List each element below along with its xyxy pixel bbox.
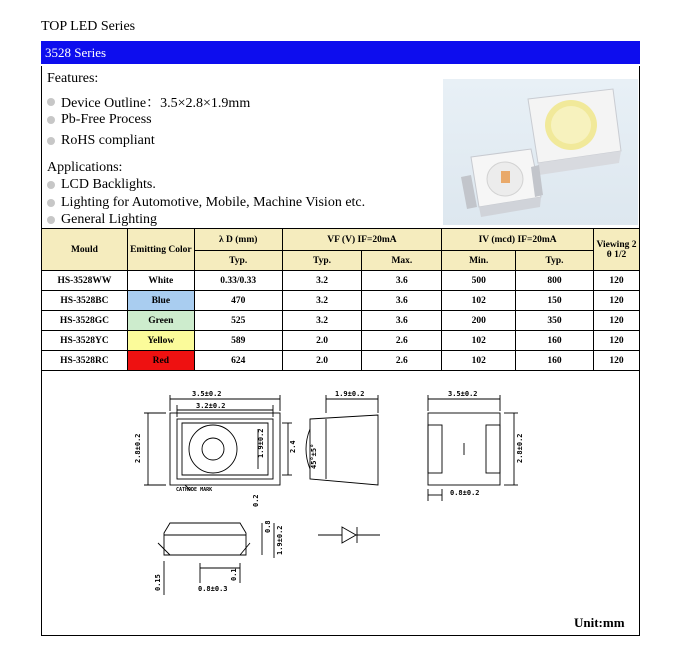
dimension-drawing [130, 383, 540, 598]
cell-iv-min: 500 [442, 271, 516, 291]
dim-label: 0.8 [264, 520, 272, 533]
application-item: Lighting for Automotive, Mobile, Machine Vision etc. [47, 195, 365, 211]
feature-item: Pb-Free Process [47, 112, 152, 128]
cell-lambda: 624 [194, 351, 282, 371]
cell-lambda: 589 [194, 331, 282, 351]
cell-mould: HS-3528YC [42, 331, 128, 351]
bullet-icon [47, 98, 55, 106]
cell-iv-typ: 350 [516, 311, 594, 331]
table-row [42, 351, 640, 371]
dim-label: 2.8±0.2 [516, 433, 524, 463]
applications-heading: Applications: [47, 160, 123, 175]
dim-label: 2.4 [289, 440, 297, 453]
dim-label: 0.1 [230, 568, 238, 581]
cell-iv-typ: 800 [516, 271, 594, 291]
dim-label: 3.2±0.2 [196, 402, 226, 410]
header-lambda: λ D (mm) [194, 229, 282, 251]
dim-label: 0.8±0.2 [450, 489, 480, 497]
dim-label: 1.9±0.2 [335, 390, 365, 398]
header-viewing: Viewing 2 θ 1/2 [593, 229, 639, 271]
bullet-icon [47, 216, 55, 224]
cell-viewing: 120 [593, 271, 639, 291]
cell-iv-typ: 160 [516, 351, 594, 371]
header-vf-max: Max. [362, 251, 442, 271]
cell-iv-min: 102 [442, 291, 516, 311]
dim-label: 45°±5° [310, 443, 318, 469]
cell-color: Red [127, 351, 194, 371]
header-iv-typ: Typ. [516, 251, 594, 271]
feature-item: Device Outline：3.5×2.8×1.9mm [47, 92, 250, 112]
cell-vf-typ: 3.2 [282, 311, 362, 331]
bullet-icon [47, 199, 55, 207]
dim-label: 0.15 [154, 574, 162, 591]
dim-label: 3.5±0.2 [448, 390, 478, 398]
cell-color: Blue [127, 291, 194, 311]
cell-mould: HS-3528GC [42, 311, 128, 331]
cathode-mark-label: CATHODE MARK [176, 487, 213, 493]
cell-vf-typ: 2.0 [282, 351, 362, 371]
cell-iv-typ: 150 [516, 291, 594, 311]
cell-lambda: 470 [194, 291, 282, 311]
header-lambda-typ: Typ. [194, 251, 282, 271]
cell-vf-typ: 2.0 [282, 331, 362, 351]
bullet-icon [47, 137, 55, 145]
bullet-icon [47, 116, 55, 124]
dim-label: 2.8±0.2 [134, 433, 142, 463]
cell-vf-max: 3.6 [362, 311, 442, 331]
feature-item: RoHS compliant [47, 133, 155, 149]
cell-iv-typ: 160 [516, 331, 594, 351]
table-row [42, 311, 640, 331]
header-vf: VF (V) IF=20mA [282, 229, 442, 251]
cell-lambda: 525 [194, 311, 282, 331]
dim-label: 0.2 [252, 494, 260, 507]
cell-vf-typ: 3.2 [282, 291, 362, 311]
application-item: LCD Backlights. [47, 177, 156, 193]
cell-vf-max: 2.6 [362, 351, 442, 371]
features-heading: Features: [47, 71, 99, 86]
cell-vf-max: 2.6 [362, 331, 442, 351]
cell-color: White [127, 271, 194, 291]
cell-color: Yellow [127, 331, 194, 351]
header-vf-typ: Typ. [282, 251, 362, 271]
header-iv-min: Min. [442, 251, 516, 271]
cell-viewing: 120 [593, 351, 639, 371]
cell-viewing: 120 [593, 291, 639, 311]
cell-mould: HS-3528WW [42, 271, 128, 291]
cell-iv-min: 102 [442, 351, 516, 371]
cell-color: Green [127, 311, 194, 331]
table-row [42, 291, 640, 311]
dim-label: 0.8±0.3 [198, 585, 228, 593]
table-row [42, 271, 640, 291]
application-item: General Lighting [47, 212, 157, 228]
series-title-bar: 3528 Series [41, 41, 640, 64]
cell-lambda: 0.33/0.33 [194, 271, 282, 291]
cell-mould: HS-3528RC [42, 351, 128, 371]
cell-vf-max: 3.6 [362, 271, 442, 291]
dim-label: 1.9±0.2 [276, 525, 284, 555]
cell-vf-typ: 3.2 [282, 271, 362, 291]
bullet-icon [47, 181, 55, 189]
header-emitting-color: Emitting Color [127, 229, 194, 271]
header-iv: IV (mcd) IF=20mA [442, 229, 594, 251]
cell-viewing: 120 [593, 331, 639, 351]
cell-mould: HS-3528BC [42, 291, 128, 311]
table-row [42, 331, 640, 351]
page-title: TOP LED Series [41, 19, 136, 34]
cell-iv-min: 102 [442, 331, 516, 351]
cell-iv-min: 200 [442, 311, 516, 331]
header-mould: Mould [42, 229, 128, 271]
cell-vf-max: 3.6 [362, 291, 442, 311]
dim-label: 1.9±0.2 [257, 428, 265, 458]
cell-viewing: 120 [593, 311, 639, 331]
unit-label: Unit:mm [574, 615, 625, 630]
product-photo [443, 79, 638, 225]
dim-label: 3.5±0.2 [192, 390, 222, 398]
spec-table [41, 228, 640, 371]
